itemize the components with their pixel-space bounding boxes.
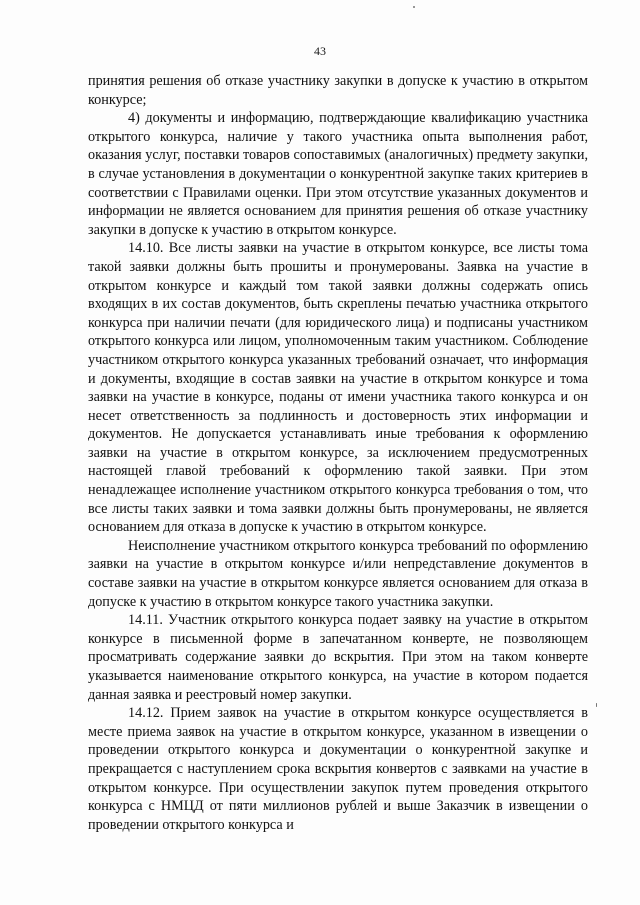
paragraph-item-4: 4) документы и информацию, подтверждающие квалификацию участника открытого конкурса, наличие у такого участника опыта выполнения работ, оказания услуг, поставки товаров сопоставимых (аналогичных) предмету закупки, в случае установления в документации о конкурентной закупке таких критериев в соответствии с Правилами оценки. При этом отсутствие указанных документов и информации не является основанием для принятия решения об отказе участнику закупки в допуске к участию в открытом конкурсе. — [88, 110, 588, 238]
document-body — [88, 72, 588, 834]
paragraph-non-compliance: Неисполнение участником открытого конкурса требований по оформлению заявки на участие в открытом конкурсе и/или непредставление документов в составе заявки на участие в открытом конкурсе является основанием для отказа в допуске к участию в открытом конкурсе такого участника закупки. — [88, 537, 588, 610]
page-number: 43 — [314, 44, 326, 58]
scan-speck — [413, 6, 415, 8]
paragraph-14-11: 14.11. Участник открытого конкурса подает заявку на участие в открытом конкурсе в письменной форме в запечатанном конверте, не позволяющем просматривать содержание заявки до вскрытия. При этом на таком конверте указывается наименование открытого конкурса, на участие в котором подается данная заявка и реестровый номер закупки. — [88, 612, 588, 703]
scan-speck — [596, 703, 597, 707]
paragraph-14-10: 14.10. Все листы заявки на участие в открытом конкурсе, все листы тома такой заявки должны быть прошиты и пронумерованы. Заявка на участие в открытом конкурсе и каждый том такой заявки должны содержать опись входящих в их состав документов, быть скреплены печатью участника открытого конкурса при наличии печати (для юридического лица) и подписаны участником открытого конкурса или лицом, уполномоченным таким участником. Соблюдение участником открытого конкурса указанных требований означает, что информация и документы, входящие в состав заявки на участие в открытом конкурсе и тома заявки на участие в конкурсе, поданы от имени участника такого конкурса и он несет ответственность за подлинность и достоверность этих информации и документов. Не допускается устанавливать иные требования к оформлению заявки на участие в открытом конкурсе, за исключением предусмотренных настоящей главой требований к оформлению такой заявки. При этом ненадлежащее исполнение участником открытого конкурса требования о том, что все листы таких заявки и тома заявки должны быть пронумерованы, не является основанием для отказа в допуске к участию в открытом конкурсе. — [88, 240, 588, 536]
paragraph-continuation: принятия решения об отказе участнику закупки в допуске к участию в открытом конкурсе; — [88, 73, 588, 108]
paragraph-14-12: 14.12. Прием заявок на участие в открытом конкурсе осуществляется в месте приема заявок на участие в открытом конкурсе, указанном в извещении о проведении открытого конкурса и документации о конкурентной закупке и прекращается с наступлением срока вскрытия конвертов с заявками на участие в открытом конкурсе. При осуществлении закупок путем проведения открытого конкурса с НМЦД от пяти миллионов рублей и выше Заказчик в извещении о проведении открытого конкурса и — [88, 705, 588, 833]
